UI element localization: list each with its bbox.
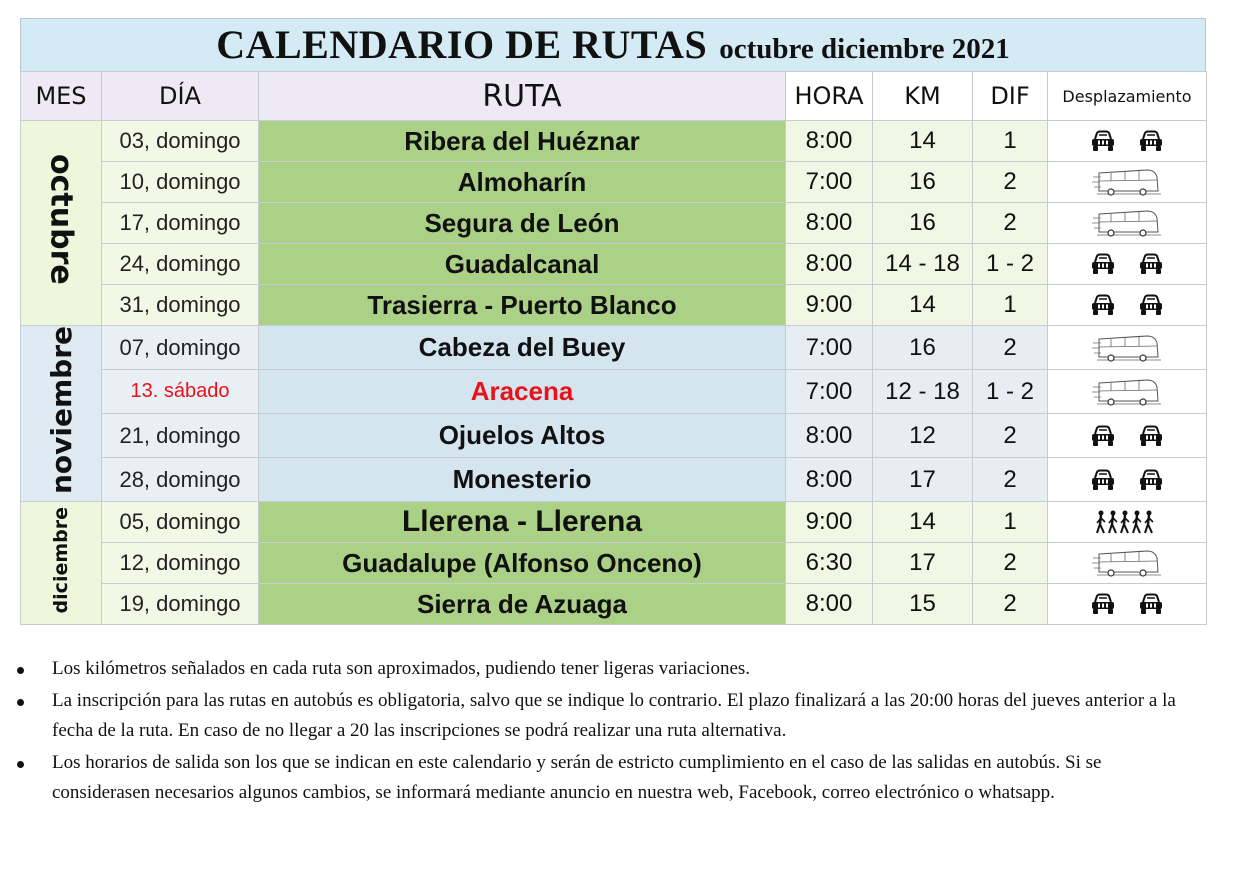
route-transport (1048, 326, 1207, 370)
car-icon (1138, 593, 1164, 615)
route-date: 07, domingo (102, 326, 259, 370)
header-dia: DÍA (102, 72, 259, 121)
bullet-icon (17, 667, 24, 674)
header-dif: DIF (973, 72, 1048, 121)
route-name: Segura de León (259, 203, 786, 244)
route-name: Guadalupe (Alfonso Onceno) (259, 543, 786, 584)
route-row (21, 285, 1207, 326)
route-name: Guadalcanal (259, 244, 786, 285)
bullet-icon (17, 761, 24, 768)
route-row (21, 203, 1207, 244)
route-name: Trasierra - Puerto Blanco (259, 285, 786, 326)
title-main: CALENDARIO DE RUTAS (216, 22, 708, 67)
header-hora: HORA (786, 72, 873, 121)
route-time: 8:00 (786, 121, 873, 162)
route-transport (1048, 285, 1207, 326)
route-difficulty: 2 (973, 543, 1048, 584)
route-transport (1048, 543, 1207, 584)
route-time: 9:00 (786, 502, 873, 543)
route-difficulty: 1 - 2 (973, 244, 1048, 285)
note-item (22, 748, 1197, 808)
route-calendar (20, 18, 1206, 625)
car-icon (1090, 469, 1116, 491)
route-difficulty: 1 (973, 285, 1048, 326)
route-km: 14 (873, 502, 973, 543)
route-transport (1048, 458, 1207, 502)
bus-icon (1091, 377, 1163, 407)
route-date: 21, domingo (102, 414, 259, 458)
car-icon (1090, 130, 1116, 152)
route-km: 14 - 18 (873, 244, 973, 285)
route-difficulty: 2 (973, 414, 1048, 458)
route-name: Monesterio (259, 458, 786, 502)
route-time: 7:00 (786, 162, 873, 203)
note-text: Los kilómetros señalados en cada ruta son aproximados, pudiendo tener ligeras variaciones. (52, 658, 751, 679)
route-transport (1048, 370, 1207, 414)
route-difficulty: 2 (973, 326, 1048, 370)
bullet-icon (17, 699, 24, 706)
header-mes: MES (21, 72, 102, 121)
route-row (21, 326, 1207, 370)
calendar-title (20, 18, 1206, 71)
route-difficulty: 2 (973, 584, 1048, 625)
walkers-icon (1094, 509, 1160, 535)
note-item (22, 686, 1197, 746)
route-transport (1048, 244, 1207, 285)
route-difficulty: 1 (973, 502, 1048, 543)
route-row (21, 543, 1207, 584)
route-row (21, 458, 1207, 502)
route-date: 12, domingo (102, 543, 259, 584)
route-difficulty: 2 (973, 203, 1048, 244)
header-desplazamiento: Desplazamiento (1048, 72, 1207, 121)
route-difficulty: 1 (973, 121, 1048, 162)
month-diciembre (21, 502, 102, 625)
route-date: 05, domingo (102, 502, 259, 543)
route-transport (1048, 414, 1207, 458)
route-date: 10, domingo (102, 162, 259, 203)
route-time: 8:00 (786, 584, 873, 625)
route-km: 16 (873, 326, 973, 370)
note-item (22, 654, 1197, 684)
notes-list (22, 654, 1197, 810)
route-row (21, 121, 1207, 162)
car-icon (1090, 593, 1116, 615)
route-name: Llerena - Llerena (259, 502, 786, 543)
route-date: 17, domingo (102, 203, 259, 244)
route-name: Almoharín (259, 162, 786, 203)
bus-icon (1091, 208, 1163, 238)
route-km: 12 (873, 414, 973, 458)
bus-icon (1091, 167, 1163, 197)
route-date: 28, domingo (102, 458, 259, 502)
header-row (21, 72, 1207, 121)
header-ruta: RUTA (259, 72, 786, 121)
route-transport (1048, 584, 1207, 625)
route-km: 12 - 18 (873, 370, 973, 414)
route-date: 31, domingo (102, 285, 259, 326)
month-label: octubre (43, 153, 79, 285)
route-transport (1048, 162, 1207, 203)
car-icon (1138, 294, 1164, 316)
title-subtitle: octubre diciembre 2021 (719, 33, 1010, 65)
month-noviembre (21, 326, 102, 502)
route-transport (1048, 502, 1207, 543)
route-time: 8:00 (786, 203, 873, 244)
route-km: 14 (873, 121, 973, 162)
route-time: 6:30 (786, 543, 873, 584)
car-icon (1138, 130, 1164, 152)
bus-icon (1091, 333, 1163, 363)
route-row (21, 584, 1207, 625)
note-text: La inscripción para las rutas en autobús es obligatoria, salvo que se indique lo contrario. El plazo finalizará a las 20:00 horas del jueves anterior a la fecha de la ruta. En caso de no llegar a 20 las inscripciones se podrá realizar una ruta alternativa. (52, 690, 1176, 741)
route-difficulty: 1 - 2 (973, 370, 1048, 414)
route-name: Ojuelos Altos (259, 414, 786, 458)
route-date: 03, domingo (102, 121, 259, 162)
route-time: 8:00 (786, 458, 873, 502)
route-name: Cabeza del Buey (259, 326, 786, 370)
route-name: Sierra de Azuaga (259, 584, 786, 625)
route-km: 17 (873, 458, 973, 502)
route-date: 19, domingo (102, 584, 259, 625)
route-time: 8:00 (786, 244, 873, 285)
route-time: 9:00 (786, 285, 873, 326)
route-km: 15 (873, 584, 973, 625)
car-icon (1090, 425, 1116, 447)
month-label: noviembre (44, 326, 78, 495)
month-label: diciembre (50, 507, 72, 614)
route-time: 7:00 (786, 370, 873, 414)
car-icon (1138, 425, 1164, 447)
route-transport (1048, 121, 1207, 162)
car-icon (1138, 253, 1164, 275)
route-row (21, 244, 1207, 285)
route-name: Ribera del Huéznar (259, 121, 786, 162)
month-octubre (21, 121, 102, 326)
car-icon (1138, 469, 1164, 491)
route-row (21, 162, 1207, 203)
bus-icon (1091, 548, 1163, 578)
car-icon (1090, 294, 1116, 316)
route-transport (1048, 203, 1207, 244)
route-km: 14 (873, 285, 973, 326)
route-difficulty: 2 (973, 458, 1048, 502)
route-row (21, 414, 1207, 458)
route-row (21, 370, 1207, 414)
route-km: 16 (873, 203, 973, 244)
route-date: 24, domingo (102, 244, 259, 285)
route-km: 17 (873, 543, 973, 584)
note-text: Los horarios de salida son los que se indican en este calendario y serán de estricto cumplimiento en el caso de las salidas en autobús. Si se considerasen necesarios algunos cambios, se informará mediante anuncio en nuestra web, Facebook, correo electrónico o whatsapp. (52, 752, 1102, 803)
car-icon (1090, 253, 1116, 275)
route-km: 16 (873, 162, 973, 203)
route-time: 8:00 (786, 414, 873, 458)
route-time: 7:00 (786, 326, 873, 370)
route-date: 13. sábado (102, 370, 259, 414)
route-row (21, 502, 1207, 543)
header-km: KM (873, 72, 973, 121)
route-name: Aracena (259, 370, 786, 414)
route-difficulty: 2 (973, 162, 1048, 203)
routes-table (20, 71, 1207, 625)
